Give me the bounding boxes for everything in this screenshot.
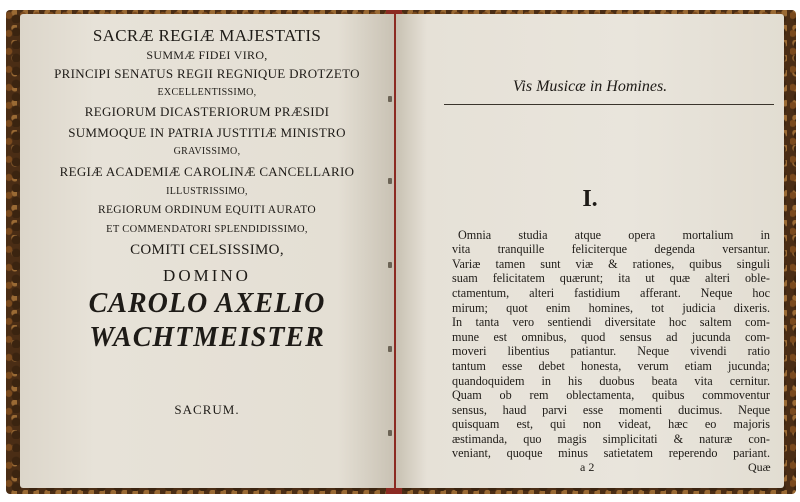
body-line: vita tranquille feliciterque degenda versantur. — [452, 242, 770, 256]
body-line: quisquam est, qui non videat, hæc eo majoris — [452, 417, 770, 431]
binding-stitch — [388, 262, 392, 268]
section-number: I. — [582, 186, 598, 212]
body-line: ctamentum, alteri fastidium afferant. Neque hoc — [452, 286, 770, 300]
dedication-line-13: DOMINO — [163, 266, 251, 285]
catchword: Quæ — [748, 460, 771, 474]
dedication-line-9: ILLUSTRISSIMO, — [166, 186, 248, 197]
body-line: mirum; quot enim homines, tot judicia dixeris. — [452, 301, 770, 315]
signature-mark: a 2 — [580, 460, 595, 474]
body-line: sensus, haud parvi esse momenti ducimus. Neque — [452, 403, 770, 417]
binding-stitch — [388, 430, 392, 436]
dedication-line-2: SUMMÆ FIDEI VIRO, — [146, 48, 268, 62]
body-line: veniant, quoque minus satietatem reperendo pariant. — [452, 446, 770, 460]
left-page — [20, 14, 394, 488]
dedication-line-11: ET COMMENDATORI SPLENDIDISSIMO, — [106, 224, 308, 235]
dedication-line-5: REGIORUM DICASTERIORUM PRÆSIDI — [84, 104, 330, 119]
right-page — [396, 14, 784, 488]
body-line: suam felicitatem quærunt; ita ut quæ alteri oble- — [452, 271, 770, 285]
body-line: In tanta vero sentiendi diversitate hoc saltem com- — [452, 315, 770, 329]
dedication-line-1: SACRÆ REGIÆ MAJESTATIS — [92, 26, 322, 45]
body-line: Omnia studia atque opera mortalium in — [458, 228, 770, 242]
binding-stitch — [388, 96, 392, 102]
body-line: tantum esse debet honesta, verum etiam jucunda; — [452, 359, 770, 373]
dedication-line-12: COMITI CELSISSIMO, — [130, 242, 284, 258]
dedication-line-4: EXCELLENTISSIMO, — [157, 87, 257, 98]
body-line: Variæ tamen sunt viæ & rationes, quibus singuli — [452, 257, 770, 271]
page-heading: Vis Musicæ in Homines. — [512, 78, 668, 95]
dedication-sacrum: SACRUM. — [174, 402, 240, 417]
dedication-line-7: GRAVISSIMO, — [173, 146, 241, 157]
dedication-line-10: REGIORUM ORDINUM EQUITI AURATO — [97, 204, 317, 216]
dedication-name-line-1: CAROLO AXELIO — [88, 288, 326, 319]
body-line: Quam ob rem oblectamenta, quibus commoventur — [452, 388, 770, 402]
body-line: moveri libentius patiantur. Neque vivendi ratio — [452, 344, 770, 358]
dedication-name-line-2: WACHTMEISTER — [89, 322, 325, 353]
binding-stitch — [388, 346, 392, 352]
dedication-line-6: SUMMOQUE IN PATRIA JUSTITIÆ MINISTRO — [68, 125, 346, 140]
dedication-line-8: REGIÆ ACADEMIÆ CAROLINÆ CANCELLARIO — [59, 164, 355, 179]
dedication-line-3: PRINCIPI SENATUS REGII REGNIQUE DROTZETO — [54, 66, 360, 81]
binding-stitch — [388, 178, 392, 184]
body-line: æstimanda, quo magis simplicitati & naturæ con- — [452, 432, 770, 446]
body-line: quandoquidem in his duobus beata vita cernitur. — [452, 374, 770, 388]
body-line: mune est omnibus, quod sensus ad jucunda com- — [452, 330, 770, 344]
heading-rule — [444, 104, 774, 105]
